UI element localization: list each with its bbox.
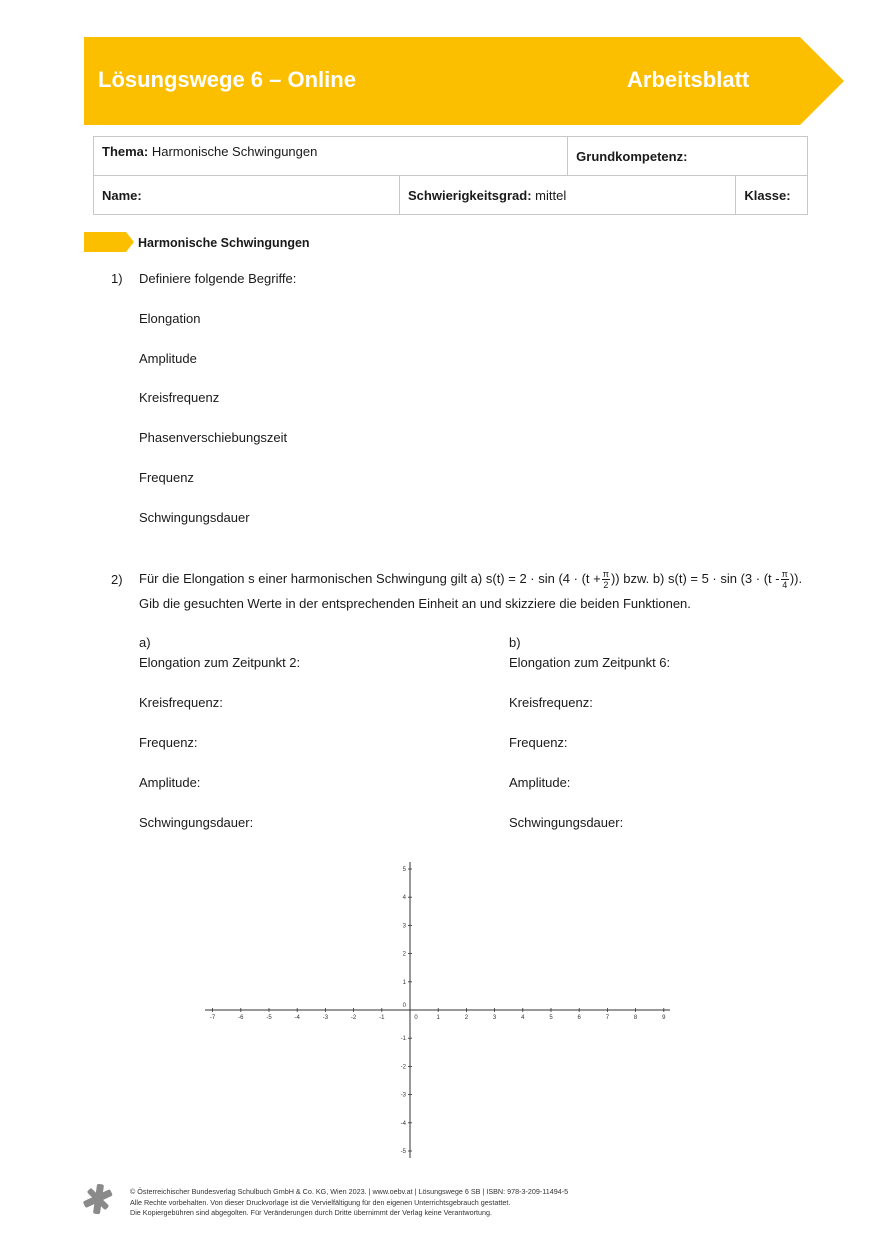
task2-formula-line <box>139 566 802 592</box>
x-tick-label: -5 <box>266 1015 272 1021</box>
task2-number: 2) <box>111 572 123 587</box>
origin-label-y: 0 <box>402 1003 406 1009</box>
col-b-label: b) <box>509 635 521 650</box>
klasse-label: Klasse: <box>744 187 791 203</box>
name-label: Name: <box>102 187 142 203</box>
y-tick-label: -2 <box>400 1064 406 1071</box>
thema-value: Harmonische Schwingungen <box>151 144 318 159</box>
schwierigkeit-value: mittel <box>535 187 567 203</box>
grundkompetenz-label: Grundkompetenz: <box>576 148 688 164</box>
x-tick-label: 3 <box>492 1015 497 1021</box>
origin-label-x: 0 <box>414 1015 418 1021</box>
info-table <box>93 136 808 215</box>
header-banner <box>84 37 844 125</box>
schwierigkeit-label: Schwierigkeitsgrad: <box>408 187 532 203</box>
term-phasenverschiebungszeit: Phasenverschiebungszeit <box>139 430 288 445</box>
x-tick-label: 4 <box>521 1015 525 1021</box>
x-tick-label: -2 <box>350 1015 357 1021</box>
term-schwingungsdauer: Schwingungsdauer <box>139 510 250 525</box>
y-tick-label: 5 <box>402 867 406 873</box>
formula-part-a: Für die Elongation s einer harmonischen Schwingung gilt a) s(t) = 2 · sin (4 · (t + <box>139 571 601 586</box>
header-doc-type: Arbeitsblatt <box>627 67 750 92</box>
col-a-kreisfrequenz: Kreisfrequenz: <box>139 695 223 710</box>
term-frequenz: Frequenz <box>139 470 194 485</box>
x-tick-label: 8 <box>633 1015 638 1021</box>
col-a-frequenz: Frequenz: <box>139 735 198 750</box>
y-tick-label: 1 <box>402 979 406 986</box>
fraction-numerator: π <box>602 569 609 580</box>
y-tick-label: 2 <box>402 951 406 958</box>
coordinate-system <box>205 860 675 1160</box>
term-amplitude: Amplitude <box>139 351 197 366</box>
y-tick-label: 4 <box>402 895 406 902</box>
col-b-schwingungsdauer: Schwingungsdauer: <box>509 815 624 830</box>
col-b-elongation: Elongation zum Zeitpunkt 6: <box>509 655 671 670</box>
schwierigkeit-cell <box>400 176 736 215</box>
col-a-schwingungsdauer: Schwingungsdauer: <box>139 815 254 830</box>
formula-part-c: )). <box>789 571 803 586</box>
header-title: Lösungswege 6 – Online <box>98 67 356 92</box>
y-tick-label: -4 <box>400 1120 406 1127</box>
footer-rights: Alle Rechte vorbehalten. Von dieser Druckvorlage ist die Vervielfältigung für den eigenen Unterrichtsgebrauch gestattet. <box>130 1197 511 1207</box>
term-elongation: Elongation <box>139 311 201 326</box>
task2-instruction: Gib die gesuchten Werte in der entsprechenden Einheit an und skizziere die beiden Funktionen. <box>139 596 691 611</box>
fraction-numerator: π <box>781 569 788 580</box>
y-tick-label: -1 <box>400 1036 406 1043</box>
x-tick-label: 2 <box>464 1015 469 1021</box>
y-tick-label: -3 <box>400 1092 406 1099</box>
x-tick-label: -7 <box>209 1015 216 1021</box>
term-kreisfrequenz: Kreisfrequenz <box>139 390 220 405</box>
col-b-kreisfrequenz: Kreisfrequenz: <box>509 695 593 710</box>
x-tick-label: -6 <box>238 1015 244 1021</box>
y-tick-label: 3 <box>402 923 406 930</box>
col-a-elongation: Elongation zum Zeitpunkt 2: <box>139 655 301 670</box>
section-arrow-icon <box>84 232 134 252</box>
task1-number: 1) <box>111 271 123 286</box>
x-tick-label: -1 <box>379 1015 385 1021</box>
name-cell <box>94 176 400 215</box>
footer-copyright: © Österreichischer Bundesverlag Schulbuch GmbH & Co. KG, Wien 2023. | www.oebv.at | Lösungswege 6 SB | ISBN: 978-3-209-11494-5 <box>130 1187 569 1196</box>
klasse-cell <box>736 176 808 215</box>
fraction-denominator: 2 <box>603 580 609 591</box>
col-a-label: a) <box>139 635 151 650</box>
thema-cell <box>94 137 568 176</box>
x-tick-label: 9 <box>662 1015 666 1021</box>
formula-part-b: )) bzw. b) s(t) = 5 · sin (3 · (t - <box>610 571 780 586</box>
x-tick-label: 1 <box>436 1015 440 1021</box>
footer-fees: Die Kopiergebühren sind abgegolten. Für Veränderungen durch Dritte übernimmt der Verlag keine Verantwortung. <box>130 1208 492 1217</box>
thema-label: Thema: <box>102 144 149 159</box>
x-tick-label: 5 <box>549 1015 553 1021</box>
x-tick-label: 7 <box>605 1015 610 1021</box>
fraction-pi-over-2 <box>602 569 610 590</box>
col-b-frequenz: Frequenz: <box>509 735 568 750</box>
footer-text <box>130 1187 568 1219</box>
grundkompetenz-cell <box>568 137 808 176</box>
col-a-amplitude: Amplitude: <box>139 775 201 790</box>
fraction-pi-over-4 <box>781 569 789 590</box>
y-tick-label: -5 <box>400 1149 406 1155</box>
fraction-denominator: 4 <box>782 580 788 591</box>
task1-prompt: Definiere folgende Begriffe: <box>139 271 297 286</box>
x-tick-label: -3 <box>322 1015 329 1021</box>
col-b-amplitude: Amplitude: <box>509 775 571 790</box>
publisher-logo-icon <box>82 1183 114 1215</box>
x-tick-label: 6 <box>577 1015 581 1021</box>
section-title: Harmonische Schwingungen <box>138 236 310 250</box>
x-tick-label: -4 <box>294 1015 300 1021</box>
